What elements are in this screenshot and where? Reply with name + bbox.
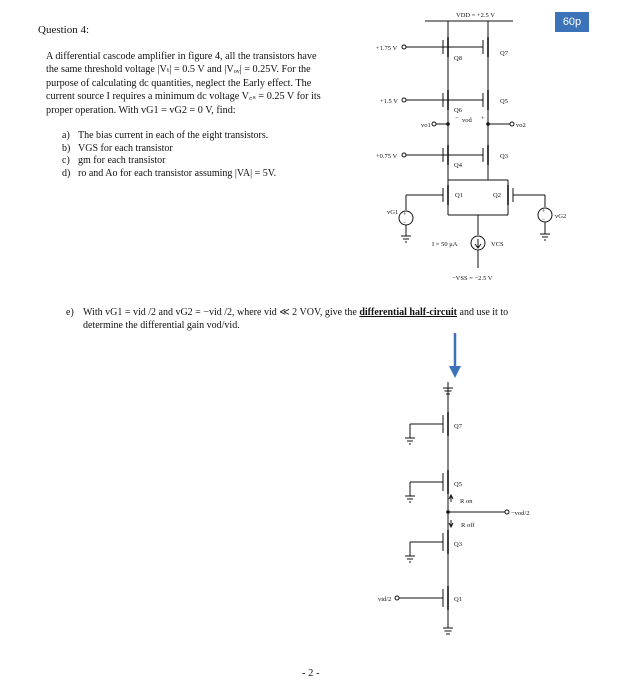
task-label: b) <box>62 142 71 154</box>
vod-minus: − <box>455 115 459 122</box>
part-e-text: With vG1 = vid /2 and vG2 = −vid /2, where vid ≪ 2 VOV, give the <box>83 307 357 318</box>
hc-q5-label: Q5 <box>454 481 462 488</box>
q2-label: Q2 <box>493 192 501 199</box>
bias-label: +1.75 V <box>376 45 398 52</box>
vo2-label: vo2 <box>516 122 526 129</box>
page-number: - 2 - <box>302 668 320 679</box>
q8-label: Q8 <box>454 55 462 62</box>
intro-line: the same threshold voltage |Vₜ| = 0.5 V and |Vₒᵥ| = 0.25V. For the <box>46 64 311 76</box>
bias-terminal <box>402 98 406 102</box>
vss-label: −VSS = −2.5 V <box>452 275 493 282</box>
q3-label: Q3 <box>500 153 508 160</box>
task-label: d) <box>62 167 71 179</box>
q1-label: Q1 <box>455 192 463 199</box>
part-e-line2: determine the differential gain vod/vid. <box>83 319 240 331</box>
q7-label: Q7 <box>500 50 508 57</box>
vg1-label: vG1 <box>387 209 399 216</box>
hc-q7-label: Q7 <box>454 423 462 430</box>
bias-label: +1.5 V <box>380 98 398 105</box>
bias-terminal <box>402 153 406 157</box>
part-e-text-after: and use it to <box>459 307 509 318</box>
hc-roff-label: R off <box>461 522 475 529</box>
question-title: Question 4: <box>38 24 90 36</box>
output-terminal <box>432 122 436 126</box>
part-e-highlight: differential half-circuit <box>359 307 457 318</box>
svg-text:+: + <box>542 209 546 215</box>
task-text: gm for each transistor <box>78 155 166 167</box>
task-label: c) <box>62 155 70 167</box>
output-terminal <box>510 122 514 126</box>
hc-input-terminal <box>395 596 399 600</box>
vcs-label: VCS <box>491 241 504 248</box>
hc-output-label: −vod/2 <box>511 510 530 517</box>
hc-q1-label: Q1 <box>454 596 462 603</box>
intro-line: current source I requires a minimum dc voltage V꜀ₛ = 0.25 V for its <box>46 91 321 103</box>
vdd-label: VDD = +2.5 V <box>456 12 495 19</box>
q4-label: Q4 <box>454 162 462 169</box>
intro-line: purpose of calculating dc quantities, neglect the Early effect. The <box>46 77 312 89</box>
task-text: VGS for each transistor <box>78 142 173 154</box>
part-e-label: e) <box>66 307 74 318</box>
hc-input-label: vid/2 <box>378 596 392 603</box>
q6-label: Q6 <box>454 107 462 114</box>
intro-line: proper operation. With vG1 = vG2 = 0 V, find: <box>46 104 236 116</box>
hc-output-terminal <box>505 510 509 514</box>
vod-label: vod <box>462 117 472 124</box>
vg2-label: vG2 <box>555 213 567 220</box>
hc-q3-label: Q3 <box>454 541 462 548</box>
bias-label: +0.75 V <box>376 153 398 160</box>
task-text: ro and Ao for each transistor assuming |VA| = 5V. <box>78 167 277 179</box>
current-label: I = 50 μA <box>432 241 458 248</box>
intro-line: A differential cascode amplifier in figure 4, all the transistors have <box>46 51 317 62</box>
svg-text:+: + <box>403 212 407 218</box>
down-arrow-head <box>449 366 461 378</box>
task-label: a) <box>62 130 70 141</box>
q5-label: Q5 <box>500 98 508 105</box>
bias-terminal <box>402 45 406 49</box>
svg-text:−: − <box>542 217 546 223</box>
vod-plus: + <box>481 115 485 122</box>
svg-text:−: − <box>403 220 407 226</box>
hc-ron-label: R on <box>460 498 473 505</box>
task-text: The bias current in each of the eight transistors. <box>78 130 269 141</box>
points-badge: 60p <box>555 12 589 32</box>
vo1-label: vo1 <box>421 122 431 129</box>
